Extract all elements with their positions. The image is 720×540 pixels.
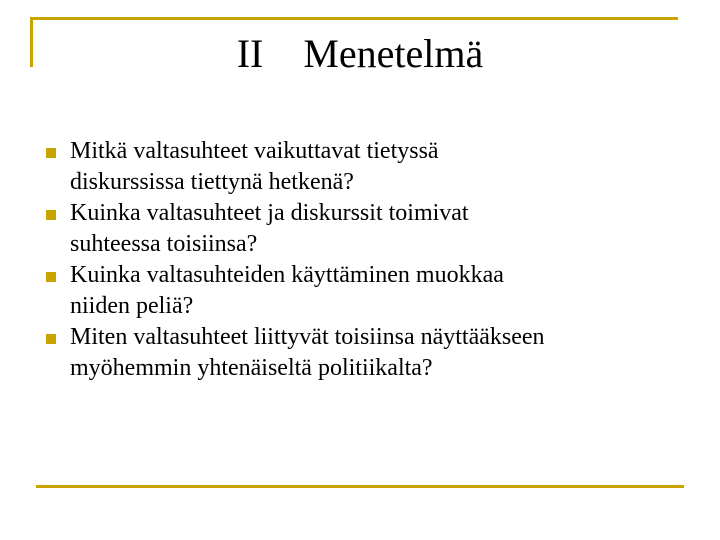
bullet-text-line: Kuinka valtasuhteet ja diskurssit toimivat: [70, 200, 469, 226]
bullet-text-line: Miten valtasuhteet liittyvät toisiinsa näyttääkseen: [70, 324, 545, 350]
square-bullet-icon: [46, 272, 56, 282]
bullet-item: [45, 260, 685, 322]
bullet-item: [45, 136, 685, 198]
square-bullet-icon: [46, 148, 56, 158]
square-bullet-icon: [46, 210, 56, 220]
frame-left-rule: [30, 17, 33, 67]
frame-top-rule: [30, 17, 678, 20]
bullet-text-line: niiden peliä?: [70, 293, 194, 319]
bullet-list: [45, 136, 685, 384]
bullet-text-line: Kuinka valtasuhteiden käyttäminen muokkaa: [70, 262, 504, 288]
frame-bottom-rule: [36, 485, 684, 488]
bullet-text-line: suhteessa toisiinsa?: [70, 231, 258, 257]
bullet-item: [45, 198, 685, 260]
slide-title: II Menetelmä: [236, 31, 484, 76]
bullet-item: [45, 322, 685, 384]
square-bullet-icon: [46, 334, 56, 344]
bullet-text-line: myöhemmin yhtenäiseltä politiikalta?: [70, 355, 433, 381]
bullet-text-line: Mitkä valtasuhteet vaikuttavat tietyssä: [70, 138, 439, 164]
bullet-text-line: diskurssissa tiettynä hetkenä?: [70, 169, 354, 195]
